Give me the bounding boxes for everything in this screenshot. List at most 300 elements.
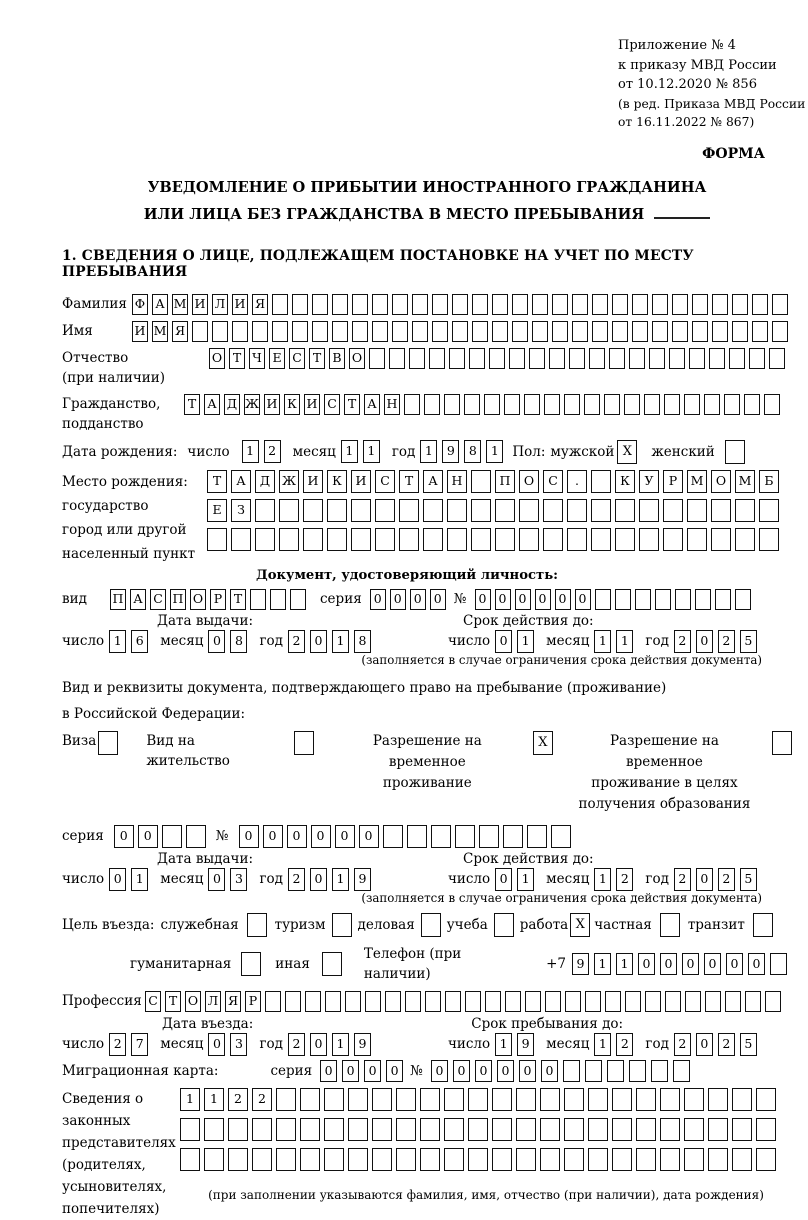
char-cell[interactable]: С bbox=[289, 348, 305, 369]
char-cell[interactable] bbox=[635, 589, 651, 610]
char-cell[interactable] bbox=[712, 294, 728, 315]
char-cell[interactable] bbox=[572, 321, 588, 342]
char-cell[interactable] bbox=[516, 1148, 536, 1171]
char-cell[interactable] bbox=[399, 528, 419, 551]
char-cell[interactable] bbox=[567, 499, 587, 522]
char-cell[interactable]: 0 bbox=[515, 589, 531, 610]
char-cell[interactable] bbox=[369, 348, 385, 369]
char-cell[interactable] bbox=[684, 1118, 704, 1141]
char-cell[interactable]: 1 bbox=[594, 1033, 611, 1056]
char-cell[interactable]: 5 bbox=[740, 868, 757, 891]
char-cell[interactable] bbox=[552, 294, 568, 315]
char-cell[interactable]: М bbox=[687, 470, 707, 493]
char-cell[interactable]: X bbox=[617, 440, 637, 464]
char-cell[interactable]: 1 bbox=[517, 868, 534, 891]
char-cell[interactable] bbox=[715, 589, 731, 610]
char-cell[interactable] bbox=[383, 825, 403, 848]
char-cell[interactable]: И bbox=[132, 321, 148, 342]
patronymic-cells[interactable] bbox=[209, 348, 789, 369]
char-cell[interactable]: Ж bbox=[244, 394, 260, 415]
char-cell[interactable]: 0 bbox=[335, 825, 355, 848]
char-cell[interactable] bbox=[543, 528, 563, 551]
char-cell[interactable] bbox=[732, 1088, 752, 1111]
char-cell[interactable] bbox=[692, 321, 708, 342]
char-cell[interactable] bbox=[404, 394, 420, 415]
char-cell[interactable] bbox=[98, 731, 118, 755]
char-cell[interactable]: 0 bbox=[555, 589, 571, 610]
char-cell[interactable] bbox=[420, 1148, 440, 1171]
entry-month[interactable] bbox=[208, 1033, 252, 1056]
char-cell[interactable]: И bbox=[232, 294, 248, 315]
char-cell[interactable] bbox=[644, 394, 660, 415]
char-cell[interactable]: 5 bbox=[740, 630, 757, 653]
char-cell[interactable] bbox=[588, 1148, 608, 1171]
char-cell[interactable] bbox=[672, 321, 688, 342]
char-cell[interactable] bbox=[660, 1118, 680, 1141]
char-cell[interactable]: 2 bbox=[616, 1033, 633, 1056]
char-cell[interactable]: 1 bbox=[594, 868, 611, 891]
char-cell[interactable]: 1 bbox=[332, 630, 349, 653]
char-cell[interactable] bbox=[385, 991, 401, 1012]
passport-series-cells[interactable] bbox=[370, 589, 450, 610]
char-cell[interactable] bbox=[759, 528, 779, 551]
char-cell[interactable]: М bbox=[172, 294, 188, 315]
char-cell[interactable] bbox=[471, 499, 491, 522]
char-cell[interactable] bbox=[519, 499, 539, 522]
permit-valid-day[interactable] bbox=[495, 868, 539, 891]
char-cell[interactable] bbox=[327, 499, 347, 522]
purpose-delovaya-checkbox[interactable] bbox=[421, 913, 441, 937]
char-cell[interactable] bbox=[512, 294, 528, 315]
char-cell[interactable] bbox=[569, 348, 585, 369]
char-cell[interactable] bbox=[495, 499, 515, 522]
char-cell[interactable] bbox=[468, 1088, 488, 1111]
char-cell[interactable]: 0 bbox=[239, 825, 259, 848]
legal-reps-row-2[interactable] bbox=[180, 1118, 780, 1141]
char-cell[interactable] bbox=[432, 321, 448, 342]
char-cell[interactable] bbox=[324, 1088, 344, 1111]
char-cell[interactable] bbox=[290, 589, 306, 610]
char-cell[interactable] bbox=[524, 394, 540, 415]
char-cell[interactable] bbox=[348, 1118, 368, 1141]
char-cell[interactable]: 3 bbox=[230, 868, 247, 891]
char-cell[interactable]: 0 bbox=[364, 1060, 381, 1082]
char-cell[interactable] bbox=[469, 348, 485, 369]
char-cell[interactable] bbox=[711, 528, 731, 551]
char-cell[interactable]: С bbox=[543, 470, 563, 493]
char-cell[interactable]: 2 bbox=[718, 630, 735, 653]
char-cell[interactable]: 0 bbox=[114, 825, 134, 848]
profession-cells[interactable] bbox=[145, 991, 785, 1012]
char-cell[interactable]: Р bbox=[663, 470, 683, 493]
char-cell[interactable] bbox=[612, 321, 628, 342]
passport-issue-month[interactable] bbox=[208, 630, 252, 653]
char-cell[interactable] bbox=[565, 991, 581, 1012]
char-cell[interactable] bbox=[770, 953, 787, 975]
humanitarian-checkbox[interactable] bbox=[241, 952, 261, 976]
char-cell[interactable]: И bbox=[351, 470, 371, 493]
char-cell[interactable]: А bbox=[231, 470, 251, 493]
char-cell[interactable] bbox=[684, 1148, 704, 1171]
char-cell[interactable]: 2 bbox=[288, 868, 305, 891]
char-cell[interactable] bbox=[455, 825, 475, 848]
char-cell[interactable]: 1 bbox=[594, 630, 611, 653]
char-cell[interactable] bbox=[552, 321, 568, 342]
char-cell[interactable] bbox=[595, 589, 611, 610]
char-cell[interactable] bbox=[471, 528, 491, 551]
char-cell[interactable] bbox=[588, 1118, 608, 1141]
char-cell[interactable]: 2 bbox=[718, 1033, 735, 1056]
char-cell[interactable] bbox=[712, 321, 728, 342]
char-cell[interactable]: 2 bbox=[288, 630, 305, 653]
char-cell[interactable] bbox=[516, 1088, 536, 1111]
char-cell[interactable] bbox=[769, 348, 785, 369]
char-cell[interactable] bbox=[588, 1088, 608, 1111]
char-cell[interactable]: 1 bbox=[616, 953, 633, 975]
char-cell[interactable] bbox=[405, 991, 421, 1012]
char-cell[interactable]: С bbox=[150, 589, 166, 610]
char-cell[interactable]: И bbox=[304, 394, 320, 415]
char-cell[interactable]: Л bbox=[212, 294, 228, 315]
migration-number-cells[interactable] bbox=[431, 1060, 695, 1082]
char-cell[interactable] bbox=[472, 294, 488, 315]
char-cell[interactable]: 0 bbox=[370, 589, 386, 610]
char-cell[interactable] bbox=[725, 440, 745, 464]
char-cell[interactable] bbox=[352, 294, 368, 315]
char-cell[interactable] bbox=[512, 321, 528, 342]
permit-number-cells[interactable] bbox=[239, 825, 575, 848]
char-cell[interactable] bbox=[540, 1148, 560, 1171]
char-cell[interactable] bbox=[629, 1060, 646, 1082]
char-cell[interactable]: 0 bbox=[430, 589, 446, 610]
char-cell[interactable] bbox=[735, 589, 751, 610]
char-cell[interactable] bbox=[292, 321, 308, 342]
char-cell[interactable]: 3 bbox=[230, 1033, 247, 1056]
char-cell[interactable]: 0 bbox=[310, 630, 327, 653]
char-cell[interactable]: X bbox=[533, 731, 553, 755]
char-cell[interactable]: 1 bbox=[486, 440, 503, 463]
char-cell[interactable]: 0 bbox=[359, 825, 379, 848]
char-cell[interactable] bbox=[756, 1088, 776, 1111]
char-cell[interactable] bbox=[279, 499, 299, 522]
char-cell[interactable] bbox=[692, 294, 708, 315]
temp-permit-checkbox[interactable] bbox=[533, 731, 553, 755]
char-cell[interactable] bbox=[392, 294, 408, 315]
char-cell[interactable]: Т bbox=[207, 470, 227, 493]
char-cell[interactable] bbox=[687, 499, 707, 522]
char-cell[interactable] bbox=[375, 528, 395, 551]
char-cell[interactable]: О bbox=[185, 991, 201, 1012]
char-cell[interactable] bbox=[444, 394, 460, 415]
char-cell[interactable]: 1 bbox=[131, 868, 148, 891]
char-cell[interactable] bbox=[645, 991, 661, 1012]
char-cell[interactable] bbox=[409, 348, 425, 369]
char-cell[interactable]: Ф bbox=[132, 294, 148, 315]
char-cell[interactable] bbox=[540, 1088, 560, 1111]
char-cell[interactable]: С bbox=[324, 394, 340, 415]
char-cell[interactable]: Я bbox=[225, 991, 241, 1012]
char-cell[interactable] bbox=[695, 589, 711, 610]
char-cell[interactable] bbox=[665, 991, 681, 1012]
char-cell[interactable] bbox=[711, 499, 731, 522]
purpose-turizm-checkbox[interactable] bbox=[332, 913, 352, 937]
char-cell[interactable]: К bbox=[284, 394, 300, 415]
char-cell[interactable]: 0 bbox=[704, 953, 721, 975]
char-cell[interactable] bbox=[752, 321, 768, 342]
char-cell[interactable]: 0 bbox=[726, 953, 743, 975]
char-cell[interactable]: 1 bbox=[616, 630, 633, 653]
phone-cells[interactable] bbox=[572, 953, 792, 975]
char-cell[interactable]: И bbox=[264, 394, 280, 415]
char-cell[interactable] bbox=[725, 991, 741, 1012]
char-cell[interactable]: 0 bbox=[410, 589, 426, 610]
char-cell[interactable]: П bbox=[170, 589, 186, 610]
char-cell[interactable] bbox=[663, 528, 683, 551]
char-cell[interactable] bbox=[504, 394, 520, 415]
legal-reps-row-3[interactable] bbox=[180, 1148, 780, 1171]
char-cell[interactable]: Л bbox=[205, 991, 221, 1012]
char-cell[interactable] bbox=[204, 1118, 224, 1141]
char-cell[interactable]: 0 bbox=[320, 1060, 337, 1082]
char-cell[interactable] bbox=[332, 294, 348, 315]
char-cell[interactable] bbox=[669, 348, 685, 369]
char-cell[interactable] bbox=[519, 528, 539, 551]
char-cell[interactable] bbox=[180, 1118, 200, 1141]
char-cell[interactable] bbox=[250, 589, 266, 610]
char-cell[interactable] bbox=[615, 589, 631, 610]
char-cell[interactable]: Я bbox=[252, 294, 268, 315]
char-cell[interactable] bbox=[772, 731, 792, 755]
char-cell[interactable] bbox=[292, 294, 308, 315]
birthplace-row-1[interactable] bbox=[207, 470, 783, 493]
passport-issue-day[interactable] bbox=[109, 630, 153, 653]
char-cell[interactable] bbox=[396, 1118, 416, 1141]
char-cell[interactable]: Т bbox=[184, 394, 200, 415]
char-cell[interactable] bbox=[294, 731, 314, 755]
char-cell[interactable]: Р bbox=[210, 589, 226, 610]
purpose-sluzhebnaya-checkbox[interactable] bbox=[247, 913, 267, 937]
char-cell[interactable] bbox=[612, 1118, 632, 1141]
char-cell[interactable]: 0 bbox=[696, 630, 713, 653]
char-cell[interactable]: . bbox=[567, 470, 587, 493]
migration-series-cells[interactable] bbox=[320, 1060, 408, 1082]
char-cell[interactable] bbox=[591, 528, 611, 551]
char-cell[interactable] bbox=[489, 348, 505, 369]
char-cell[interactable]: 1 bbox=[495, 1033, 512, 1056]
char-cell[interactable] bbox=[660, 1088, 680, 1111]
char-cell[interactable] bbox=[484, 394, 500, 415]
char-cell[interactable] bbox=[509, 348, 525, 369]
char-cell[interactable]: М bbox=[152, 321, 168, 342]
char-cell[interactable] bbox=[636, 1118, 656, 1141]
char-cell[interactable] bbox=[563, 1060, 580, 1082]
char-cell[interactable] bbox=[735, 528, 755, 551]
char-cell[interactable]: Т bbox=[344, 394, 360, 415]
char-cell[interactable] bbox=[745, 991, 761, 1012]
char-cell[interactable]: И bbox=[303, 470, 323, 493]
entry-year[interactable] bbox=[288, 1033, 376, 1056]
char-cell[interactable] bbox=[624, 394, 640, 415]
char-cell[interactable] bbox=[348, 1148, 368, 1171]
other-purpose-checkbox[interactable] bbox=[322, 952, 342, 976]
char-cell[interactable] bbox=[351, 528, 371, 551]
char-cell[interactable] bbox=[708, 1148, 728, 1171]
char-cell[interactable] bbox=[612, 1148, 632, 1171]
char-cell[interactable]: 1 bbox=[242, 440, 259, 463]
char-cell[interactable]: 0 bbox=[696, 868, 713, 891]
char-cell[interactable] bbox=[759, 499, 779, 522]
char-cell[interactable] bbox=[732, 294, 748, 315]
char-cell[interactable]: Б bbox=[759, 470, 779, 493]
char-cell[interactable] bbox=[492, 294, 508, 315]
char-cell[interactable] bbox=[625, 991, 641, 1012]
char-cell[interactable] bbox=[503, 825, 523, 848]
char-cell[interactable] bbox=[312, 294, 328, 315]
char-cell[interactable] bbox=[564, 1088, 584, 1111]
char-cell[interactable]: 5 bbox=[740, 1033, 757, 1056]
char-cell[interactable] bbox=[532, 294, 548, 315]
char-cell[interactable]: 9 bbox=[354, 868, 371, 891]
char-cell[interactable]: 0 bbox=[208, 868, 225, 891]
char-cell[interactable] bbox=[604, 394, 620, 415]
char-cell[interactable] bbox=[396, 1148, 416, 1171]
char-cell[interactable] bbox=[324, 1148, 344, 1171]
char-cell[interactable] bbox=[756, 1148, 776, 1171]
char-cell[interactable]: 1 bbox=[109, 630, 126, 653]
char-cell[interactable]: 2 bbox=[674, 630, 691, 653]
char-cell[interactable]: С bbox=[145, 991, 161, 1012]
char-cell[interactable] bbox=[412, 294, 428, 315]
char-cell[interactable] bbox=[420, 1118, 440, 1141]
birth-day-cells[interactable] bbox=[242, 440, 286, 463]
char-cell[interactable]: 2 bbox=[252, 1088, 272, 1111]
char-cell[interactable] bbox=[247, 913, 267, 937]
char-cell[interactable]: 0 bbox=[748, 953, 765, 975]
char-cell[interactable] bbox=[685, 991, 701, 1012]
char-cell[interactable] bbox=[348, 1088, 368, 1111]
char-cell[interactable]: Д bbox=[255, 470, 275, 493]
char-cell[interactable]: 0 bbox=[682, 953, 699, 975]
char-cell[interactable] bbox=[684, 1088, 704, 1111]
char-cell[interactable] bbox=[612, 1088, 632, 1111]
char-cell[interactable] bbox=[276, 1088, 296, 1111]
char-cell[interactable] bbox=[494, 913, 514, 937]
char-cell[interactable] bbox=[372, 1118, 392, 1141]
char-cell[interactable] bbox=[724, 394, 740, 415]
char-cell[interactable]: Е bbox=[207, 499, 227, 522]
char-cell[interactable]: 9 bbox=[442, 440, 459, 463]
char-cell[interactable]: 0 bbox=[342, 1060, 359, 1082]
char-cell[interactable]: 0 bbox=[696, 1033, 713, 1056]
char-cell[interactable] bbox=[300, 1088, 320, 1111]
char-cell[interactable] bbox=[529, 348, 545, 369]
char-cell[interactable] bbox=[732, 1148, 752, 1171]
char-cell[interactable]: 6 bbox=[131, 630, 148, 653]
char-cell[interactable] bbox=[162, 825, 182, 848]
char-cell[interactable]: Д bbox=[224, 394, 240, 415]
char-cell[interactable] bbox=[649, 348, 665, 369]
char-cell[interactable] bbox=[332, 913, 352, 937]
char-cell[interactable] bbox=[672, 294, 688, 315]
char-cell[interactable] bbox=[592, 294, 608, 315]
permit-valid-month[interactable] bbox=[594, 868, 638, 891]
purpose-tranzit-checkbox[interactable] bbox=[753, 913, 773, 937]
char-cell[interactable] bbox=[423, 499, 443, 522]
char-cell[interactable] bbox=[545, 991, 561, 1012]
char-cell[interactable]: 0 bbox=[495, 589, 511, 610]
passport-valid-month[interactable] bbox=[594, 630, 638, 653]
char-cell[interactable]: Я bbox=[172, 321, 188, 342]
char-cell[interactable]: 0 bbox=[453, 1060, 470, 1082]
char-cell[interactable]: Т bbox=[309, 348, 325, 369]
temp-permit-edu-checkbox[interactable] bbox=[772, 731, 792, 755]
char-cell[interactable] bbox=[325, 991, 341, 1012]
char-cell[interactable] bbox=[525, 991, 541, 1012]
char-cell[interactable] bbox=[636, 1148, 656, 1171]
char-cell[interactable] bbox=[564, 1148, 584, 1171]
residence-permit-checkbox[interactable] bbox=[294, 731, 314, 755]
char-cell[interactable] bbox=[276, 1148, 296, 1171]
char-cell[interactable] bbox=[495, 528, 515, 551]
char-cell[interactable] bbox=[312, 321, 328, 342]
char-cell[interactable] bbox=[605, 991, 621, 1012]
char-cell[interactable] bbox=[492, 321, 508, 342]
char-cell[interactable]: 1 bbox=[332, 1033, 349, 1056]
char-cell[interactable] bbox=[412, 321, 428, 342]
char-cell[interactable] bbox=[424, 394, 440, 415]
char-cell[interactable]: 0 bbox=[475, 1060, 492, 1082]
char-cell[interactable]: К bbox=[327, 470, 347, 493]
char-cell[interactable] bbox=[444, 1148, 464, 1171]
char-cell[interactable]: 7 bbox=[131, 1033, 148, 1056]
char-cell[interactable] bbox=[591, 470, 611, 493]
char-cell[interactable] bbox=[673, 1060, 690, 1082]
char-cell[interactable] bbox=[285, 991, 301, 1012]
char-cell[interactable]: П bbox=[110, 589, 126, 610]
char-cell[interactable] bbox=[749, 348, 765, 369]
char-cell[interactable] bbox=[505, 991, 521, 1012]
char-cell[interactable] bbox=[609, 348, 625, 369]
birth-month-cells[interactable] bbox=[341, 440, 385, 463]
char-cell[interactable]: 0 bbox=[386, 1060, 403, 1082]
char-cell[interactable]: 8 bbox=[354, 630, 371, 653]
char-cell[interactable] bbox=[425, 991, 441, 1012]
char-cell[interactable] bbox=[322, 952, 342, 976]
char-cell[interactable] bbox=[345, 991, 361, 1012]
char-cell[interactable]: 0 bbox=[310, 868, 327, 891]
char-cell[interactable] bbox=[684, 394, 700, 415]
char-cell[interactable] bbox=[764, 394, 780, 415]
char-cell[interactable] bbox=[492, 1118, 512, 1141]
purpose-chastnaya-checkbox[interactable] bbox=[660, 913, 680, 937]
char-cell[interactable]: Н bbox=[447, 470, 467, 493]
char-cell[interactable]: 8 bbox=[464, 440, 481, 463]
char-cell[interactable] bbox=[612, 294, 628, 315]
char-cell[interactable]: 0 bbox=[495, 868, 512, 891]
char-cell[interactable] bbox=[186, 825, 206, 848]
char-cell[interactable]: 9 bbox=[572, 953, 589, 975]
char-cell[interactable] bbox=[549, 348, 565, 369]
char-cell[interactable] bbox=[252, 321, 268, 342]
lastname-cells[interactable] bbox=[132, 294, 792, 315]
stay-month[interactable] bbox=[594, 1033, 638, 1056]
char-cell[interactable] bbox=[252, 1148, 272, 1171]
char-cell[interactable] bbox=[629, 348, 645, 369]
char-cell[interactable] bbox=[615, 499, 635, 522]
birth-year-cells[interactable] bbox=[420, 440, 508, 463]
char-cell[interactable] bbox=[421, 913, 441, 937]
char-cell[interactable] bbox=[228, 1148, 248, 1171]
